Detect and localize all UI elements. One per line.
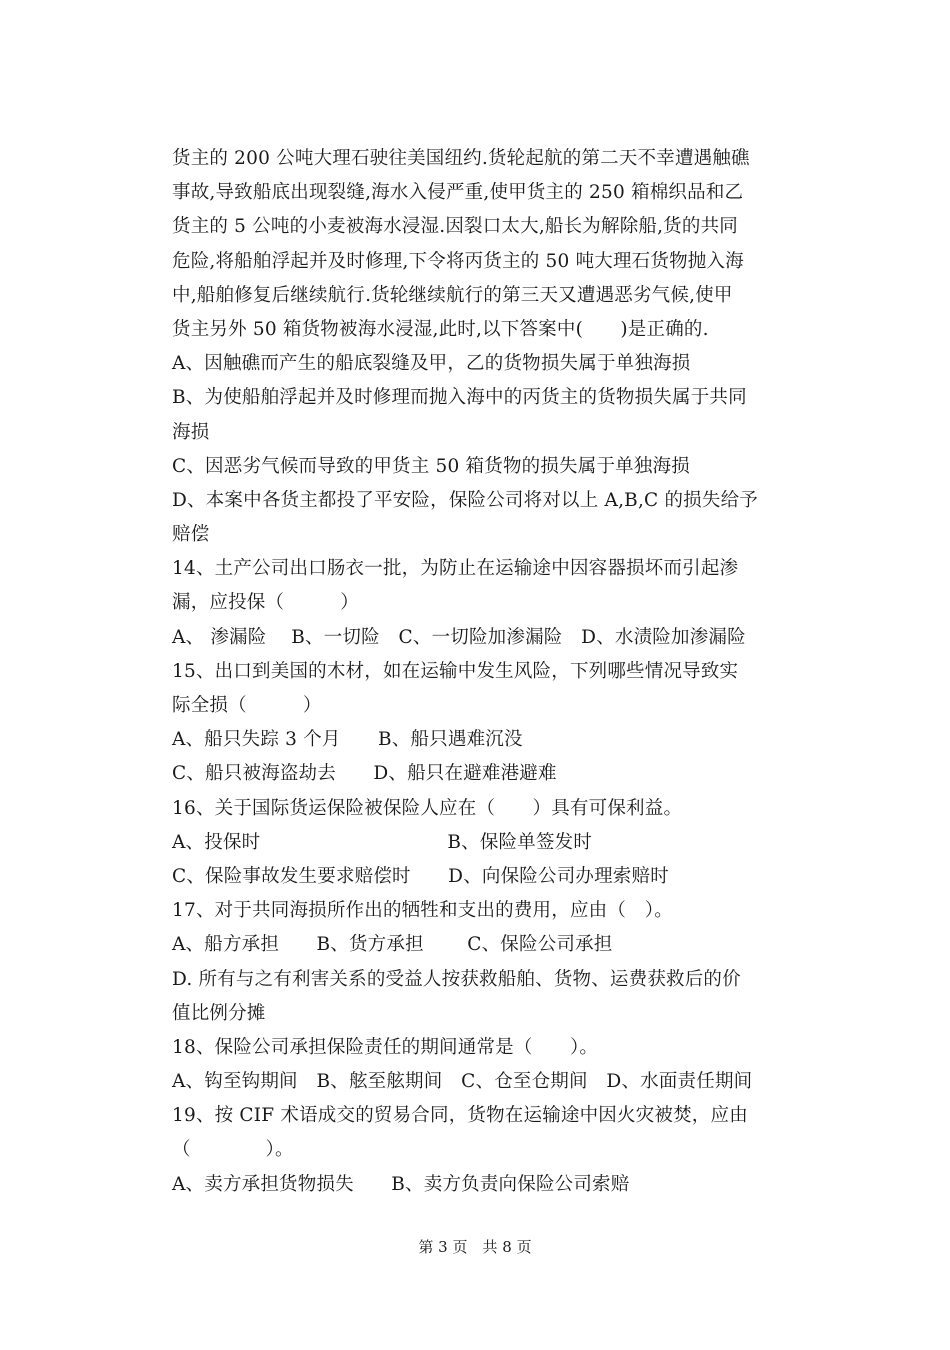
text-line: 货主另外 50 箱货物被海水浸湿,此时,以下答案中( )是正确的. — [172, 318, 709, 340]
page-footer: 第 3 页 共 8 页 — [418, 1238, 532, 1256]
option-line: A、 渗漏险 B、一切险 C、一切险加渗漏险 D、水渍险加渗漏险 — [172, 626, 746, 648]
question-line: 14、土产公司出口肠衣一批，为防止在运输途中因容器损坏而引起渗 — [172, 558, 739, 580]
option-line: A、船方承担 B、货方承担 C、保险公司承担 — [172, 934, 613, 956]
text-line: 货主的 5 公吨的小麦被海水浸湿.因裂口太大,船长为解除船,货的共同 — [172, 216, 738, 238]
text-line: 中,船舶修复后继续航行.货轮继续航行的第三天又遭遇恶劣气候,使甲 — [172, 284, 733, 306]
question-line: （ ）。 — [172, 1139, 294, 1161]
option-line: C、因恶劣气候而导致的甲货主 50 箱货物的损失属于单独海损 — [172, 455, 690, 477]
option-line: D. 所有与之有利害关系的受益人按获救船舶、货物、运费获救后的价 — [172, 968, 741, 990]
question-line: 16、关于国际货运保险被保险人应在（ ）具有可保利益。 — [172, 797, 683, 819]
option-line: 值比例分摊 — [172, 1002, 266, 1024]
option-line: C、保险事故发生要求赔偿时 D、向保险公司办理索赔时 — [172, 865, 669, 887]
option-line: A、船只失踪 3 个月 B、船只遇难沉没 — [172, 729, 523, 751]
question-line: 18、保险公司承担保险责任的期间通常是（ ）。 — [172, 1036, 599, 1058]
option-line: 赔偿 — [172, 524, 210, 546]
question-line: 际全损（ ） — [172, 695, 322, 716]
text-line: 事故,导致船底出现裂缝,海水入侵严重,使甲货主的 250 箱棉织品和乙 — [172, 182, 744, 204]
option-line: A、因触礁而产生的船底裂缝及甲，乙的货物损失属于单独海损 — [172, 353, 691, 375]
question-line: 19、按 CIF 术语成交的贸易合同，货物在运输途中因火灾被焚，应由 — [172, 1105, 748, 1127]
document-body — [172, 142, 792, 1202]
text-line: 危险,将船舶浮起并及时修理,下令将丙货主的 50 吨大理石货物抛入海 — [172, 250, 744, 272]
question-line: 17、对于共同海损所作出的牺牲和支出的费用，应由（ ）。 — [172, 900, 673, 922]
option-line: A、投保时 B、保险单签发时 — [172, 831, 593, 853]
option-line: A、钩至钩期间 B、舷至舷期间 C、仓至仓期间 D、水面责任期间 — [172, 1071, 753, 1093]
option-line: A、卖方承担货物损失 B、卖方负责向保险公司索赔 — [172, 1173, 630, 1195]
question-line: 15、出口到美国的木材，如在运输中发生风险，下列哪些情况导致实 — [172, 660, 739, 682]
option-line: C、船只被海盗劫去 D、船只在避难港避难 — [172, 763, 557, 785]
question-line: 漏，应投保（ ） — [172, 592, 360, 614]
option-line: D、本案中各货主都投了平安险，保险公司将对以上 A,B,C 的损失给予 — [172, 489, 758, 511]
text-line: 货主的 200 公吨大理石驶往美国纽约.货轮起航的第二天不幸遭遇触礁 — [172, 148, 750, 169]
option-line: 海损 — [172, 421, 210, 443]
option-line: B、为使船舶浮起并及时修理而抛入海中的丙货主的货物损失属于共同 — [172, 387, 747, 409]
